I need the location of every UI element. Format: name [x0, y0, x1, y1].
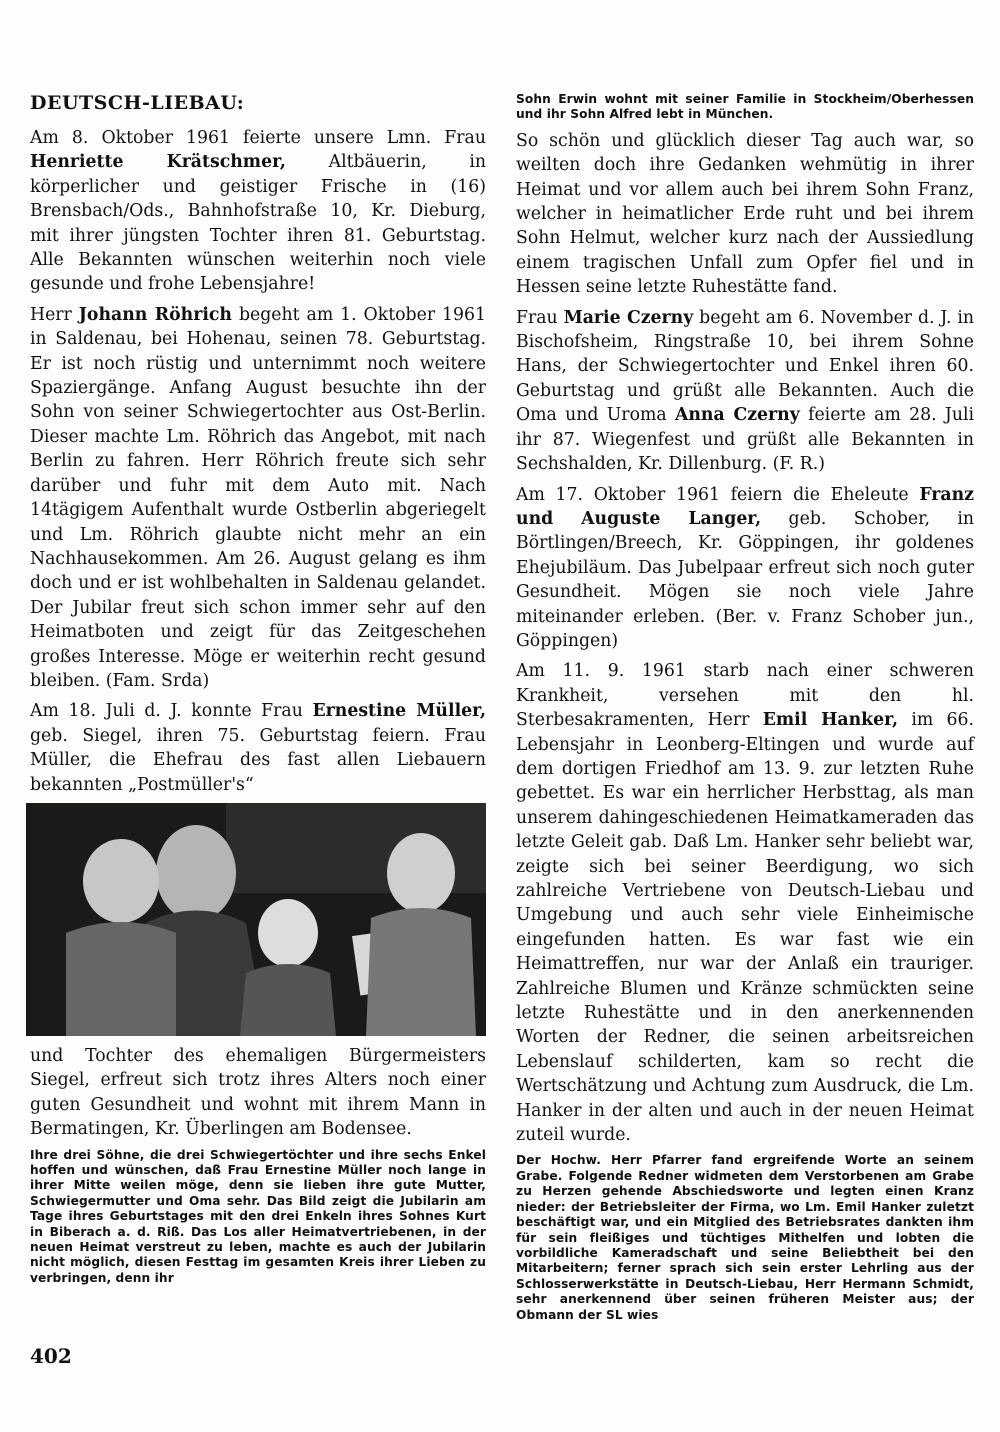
- family-photo: [26, 803, 486, 1036]
- grandmother-face: [156, 825, 236, 921]
- boy-face: [387, 833, 455, 913]
- paragraph-kraetschmer: Am 8. Oktober 1961 feierte unsere Lmn. Frau Henriette Krätschmer, Altbäuerin, in körperlicher und geistiger Frische in (16) Brensbach/Ods., Bahnhofstraße 10, Kr. Dieburg, mit ihrer jüngsten Tochter ihren 81. Geburtstag. Alle Bekannten wünschen weiterhin noch viele gesunde und frohe Lebensjahre!: [30, 128, 486, 295]
- person-name: Henriette Krätschmer,: [30, 152, 286, 173]
- paragraph-erwin: Sohn Erwin wohnt mit seiner Familie in Stockheim/Oberhessen und ihr Sohn Alfred lebt in München.: [516, 92, 974, 122]
- boy-sweater: [366, 908, 476, 1036]
- person-name: Emil Hanker,: [762, 710, 899, 731]
- girl-dress: [66, 922, 176, 1036]
- left-column: [30, 92, 486, 1292]
- section-heading: DEUTSCH-LIEBAU:: [30, 92, 245, 114]
- paragraph-langer: Am 17. Oktober 1961 feiern die Eheleute Franz und Auguste Langer, geb. Schober, in Börtlingen/Breech, Kr. Göppingen, ihr goldenes Ehejubiläum. Das Jubelpaar erfreut sich noch guter Gesundheit. Mögen sie noch viele Jahre miteinander erleben. (Ber. v. Franz Schober jun., Göppingen): [516, 484, 974, 651]
- person-name: Franz und Auguste Langer,: [516, 484, 974, 529]
- right-column: [516, 92, 974, 1329]
- girl-face: [83, 839, 159, 923]
- paragraph-pfarrer: Der Hochw. Herr Pfarrer fand ergreifende Worte an seinem Grabe. Folgende Redner widmeten dem Verstorbenen am Grabe zu Herzen gehende Abschiedsworte und legten einen Kranz nieder: der Betriebsleiter der Firma, wo Lm. Emil Hanker zuletzt beschäftigt war, und ein Mitglied des Betriebsrates dankten ihm für sein fleißiges und tüchtiges Mithelfen und lobten die vorbildliche Kameradschaft und seine Beliebtheit bei den Mitarbeitern; ferner sprach sich sein erster Lehrling aus der Schlosserwerkstätte in Deutsch-Liebau, Herr Hermann Schmidt, sehr anerkennend über seinen früheren Meister aus; der Obmann der SL wies: [516, 1153, 974, 1322]
- paragraph-roehrich: Herr Johann Röhrich begeht am 1. Oktober 1961 in Saldenau, bei Hohenau, seinen 78. Geburtstag. Er ist noch rüstig und unternimmt noch weitere Spaziergänge. Anfang August besuchte ihn der Sohn von seiner Schwiegertochter aus Ost-Berlin. Dieser machte Lm. Röhrich das Angebot, mit nach Berlin zu fahren. Herr Röhrich freute sich sehr darüber und fuhr mit dem Auto mit. Nach 14tägigem Aufenthalt wurde Ostberlin abgeriegelt und Lm. Röhrich glaubte nicht mehr an ein Nachhausekommen. Am 26. August gelang es ihm doch und er ist wohlbehalten in Saldenau gelandet. Der Jubilar freut sich schon immer sehr auf den Heimatboten und zeigt für das Zeitgeschehen großes Interesse. Möge er weiterhin recht gesund bleiben. (Fam. Srda): [30, 304, 486, 691]
- person-name: Johann Röhrich: [78, 304, 233, 325]
- paragraph-mueller-small: Ihre drei Söhne, die drei Schwiegertöchter und ihre sechs Enkel hoffen und wünschen, daß Frau Ernestine Müller noch lange in ihrer Mitte weilen möge, denn sie lieben ihre gute Mutter, Schwiegermutter und Oma sehr. Das Bild zeigt die Jubilarin am Tage ihres Geburtstages mit den drei Enkeln ihres Sohnes Kurt in Biberach a. d. Riß. Das Los aller Heimatvertriebenen, in der neuen Heimat verstreut zu leben, machte es auch der Jubilarin nicht möglich, diesen Festtag im gesamten Kreis ihrer Lieben zu verbringen, denn ihr: [30, 1147, 486, 1285]
- page-number: 402: [30, 1344, 72, 1368]
- toddler-clothes: [240, 964, 336, 1036]
- paragraph-mueller-continued: und Tochter des ehemaligen Bürgermeisters Siegel, erfreut sich trotz ihres Alters noch einer guten Gesundheit und wohnt mit ihrem Mann in Bermatingen, Kr. Überlingen am Bodensee.: [30, 1045, 486, 1140]
- person-name: Anna Czerny: [674, 405, 800, 426]
- paragraph-hanker: Am 11. 9. 1961 starb nach einer schweren Krankheit, versehen mit den hl. Sterbesakramenten, Herr Emil Hanker, im 66. Lebensjahr in Leonberg-Eltingen und wurde auf dem dortigen Friedhof am 13. 9. zur letzten Ruhe gebettet. Es war ein herrlicher Herbsttag, als man unserem dahingeschiedenen Heimatkameraden das letzte Geleit gab. Daß Lm. Hanker sehr beliebt war, zeigte sich bei seiner Beerdigung, wo sich zahlreiche Vertriebene von Deutsch-Liebau und Umgebung und auch sehr viele Einheimische eingefunden hatten. Es war fast wie ein Heimattreffen, nur war der Anlaß ein trauriger. Zahlreiche Blumen und Kränze schmückten seine letzte Ruhestätte und in den anerkennenden Worten der Redner, die seinen arbeitsreichen Lebenslauf schilderten, kam so recht die Wertschätzung und Achtung zum Ausdruck, die Lm. Hanker in der alten und auch in der neuen Heimat zuteil wurde.: [516, 661, 974, 1146]
- person-name: Marie Czerny: [563, 307, 694, 328]
- toddler-face: [258, 899, 318, 967]
- paragraph-mueller: Am 18. Juli d. J. konnte Frau Ernestine Müller, geb. Siegel, ihren 75. Geburtstag feiern. Frau Müller, die Ehefrau des fast allen Liebauern bekannten „Postmüller's“: [30, 701, 486, 795]
- paragraph-czerny: Frau Marie Czerny begeht am 6. November d. J. in Bischofsheim, Ringstraße 10, bei ihrem Sohne Hans, der Schwiegertochter und Enkel ihren 60. Geburtstag und grüßt alle Bekannten. Auch die Oma und Uroma Anna Czerny feierte am 28. Juli ihr 87. Wiegenfest und grüßt alle Bekannten in Sechshalden, Kr. Dillenburg. (F. R.): [516, 307, 975, 475]
- paragraph-gedanken: So schön und glücklich dieser Tag auch war, so weilten doch ihre Gedanken wehmütig in ihrer Heimat und vor allem auch bei ihrem Sohn Franz, welcher in heimatlicher Erde ruht und bei ihrem Sohn Helmut, welcher kurz nach der Aussiedlung einem tragischen Unfall zum Opfer fiel und in Hessen seine letzte Ruhestätte fand.: [516, 130, 974, 298]
- person-name: Ernestine Müller,: [312, 701, 486, 722]
